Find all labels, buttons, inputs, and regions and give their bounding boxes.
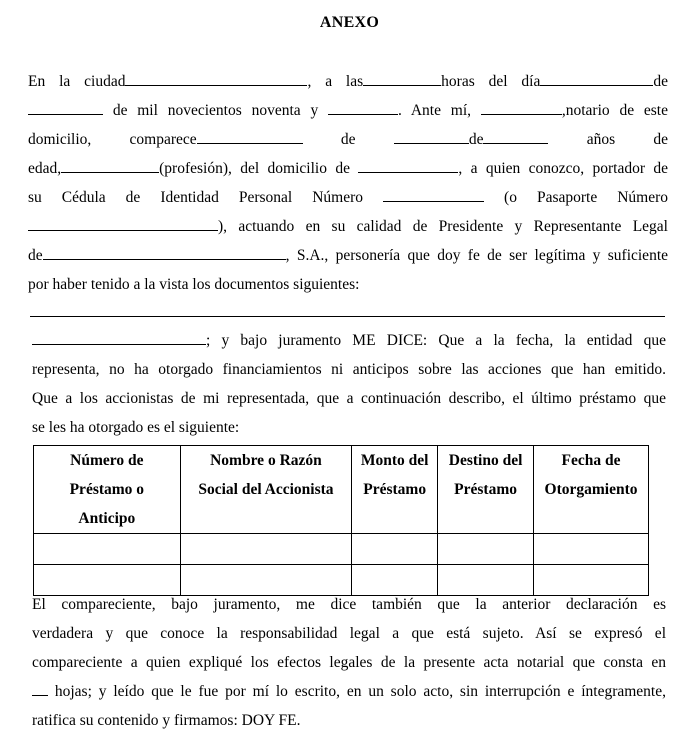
text-capacity: actuando en su calidad de Presidente y Representante Legal [238,218,668,235]
table-cell[interactable] [534,534,649,565]
statement-line-1 [32,326,666,355]
intro-paragraph [28,67,668,299]
intro-line-4 [28,154,668,183]
blank-id-number[interactable] [383,188,484,202]
closing-line-5: ratifica su contenido y firmamos: DOY FE. [32,712,301,729]
header-line: Fecha de [561,452,621,469]
blank-appearer[interactable] [197,130,303,144]
blank-notary[interactable] [481,101,562,115]
text-day: horas del día [441,73,541,90]
statement-line-2: representa, no ha otorgado financiamientos ni anticipos sobre las acciones que han emitido. [32,361,666,378]
statement-line-3: Que a los accionistas de mi representada, que a continuación describo, el último préstamo que [32,390,666,407]
closing-paragraph [32,590,666,735]
blank-month[interactable] [28,101,103,115]
text-id-number: su Cédula de Identidad Personal Número [28,189,364,206]
blank-pages[interactable] [32,682,48,696]
text-hours: , a las [307,73,364,90]
text-of: de [653,73,668,90]
table-cell[interactable] [352,534,438,565]
text-of-1: de [340,131,356,148]
text-domicile: domicilio, [28,131,92,148]
text-close-paren: ), [218,218,228,235]
blank-profession[interactable] [61,159,159,173]
text-appears: comparece [129,131,197,148]
header-line: Número de [70,452,144,469]
table-cell[interactable] [34,534,181,565]
statement-line-4: se les ha otorgado es el siguiente: [32,419,240,436]
closing-line-2: verdadera y que conoce la responsabilidad legal a que está sujeto. Así se expresó el [32,625,666,642]
blank-origin[interactable] [394,130,469,144]
header-loan-amount [352,446,438,534]
loan-table [33,445,649,596]
header-loan-number [34,446,181,534]
intro-line-2 [28,96,668,125]
intro-line-7 [28,241,668,270]
table-row [34,534,649,565]
header-line: Social del Accionista [198,481,334,498]
text-notary: ,notario de este [561,102,668,119]
text-city: En la ciudad [28,73,126,90]
closing-line-4 [32,677,666,706]
statement-text-1: ; y bajo juramento ME DICE: Que a la fecha, la entidad que [206,332,666,349]
text-sa: , S.A., personería que doy fe de ser legítima y suficiente [285,247,668,264]
blank-domicile[interactable] [358,159,458,173]
text-passport: (o Pasaporte Número [504,189,668,206]
table-cell[interactable] [180,534,352,565]
table-cell[interactable] [438,534,534,565]
text-year-prefix: de mil novecientos noventa y [112,102,319,119]
intro-line-6 [28,212,668,241]
intro-line-3 [28,125,668,154]
header-loan-purpose [438,446,534,534]
text-years: años [586,131,616,148]
header-line: Anticipo [78,510,136,527]
text-of-3: de [653,131,669,148]
text-before-me: . Ante mí, [398,102,472,119]
header-line: Préstamo [454,481,518,498]
document-title: ANEXO [319,14,380,31]
text-age: edad, [28,160,62,177]
blank-city[interactable] [125,72,307,86]
header-line: Nombre o Razón [210,452,322,469]
statement-paragraph [32,326,666,442]
blank-documents-line[interactable] [30,316,665,317]
header-line: Otorgamiento [544,481,638,498]
blank-age[interactable] [483,130,548,144]
closing-line-1: El compareciente, bajo juramento, me dice también que la anterior declaración es [32,596,666,613]
closing-line-3: compareciente a quien expliqué los efectos legales de la presente acta notarial que consta en [32,654,666,671]
intro-line-5 [28,183,668,212]
intro-line-1 [28,67,668,96]
blank-documents[interactable] [32,331,206,345]
text-profession: (profesión), del domicilio de [159,160,350,177]
header-line: Préstamo [363,481,427,498]
blank-company[interactable] [43,246,286,260]
text-of-2: de [468,131,484,148]
blank-day[interactable] [540,72,653,86]
closing-text-4: hojas; y leído que le fue por mí lo escrito, en un solo acto, sin interrupción e íntegramente, [54,683,666,700]
blank-passport[interactable] [28,217,218,231]
text-known: , a quien conozco, portador de [458,160,669,177]
header-shareholder-name [180,446,352,534]
intro-line-8: por haber tenido a la vista los documentos siguientes: [28,276,360,293]
text-of-company: de [28,247,43,264]
blank-hours[interactable] [363,72,441,86]
blank-year[interactable] [328,101,398,115]
header-line: Préstamo o [69,481,145,498]
table-header-row [34,446,649,534]
header-grant-date [534,446,649,534]
header-line: Destino del [448,452,523,469]
header-line: Monto del [360,452,429,469]
